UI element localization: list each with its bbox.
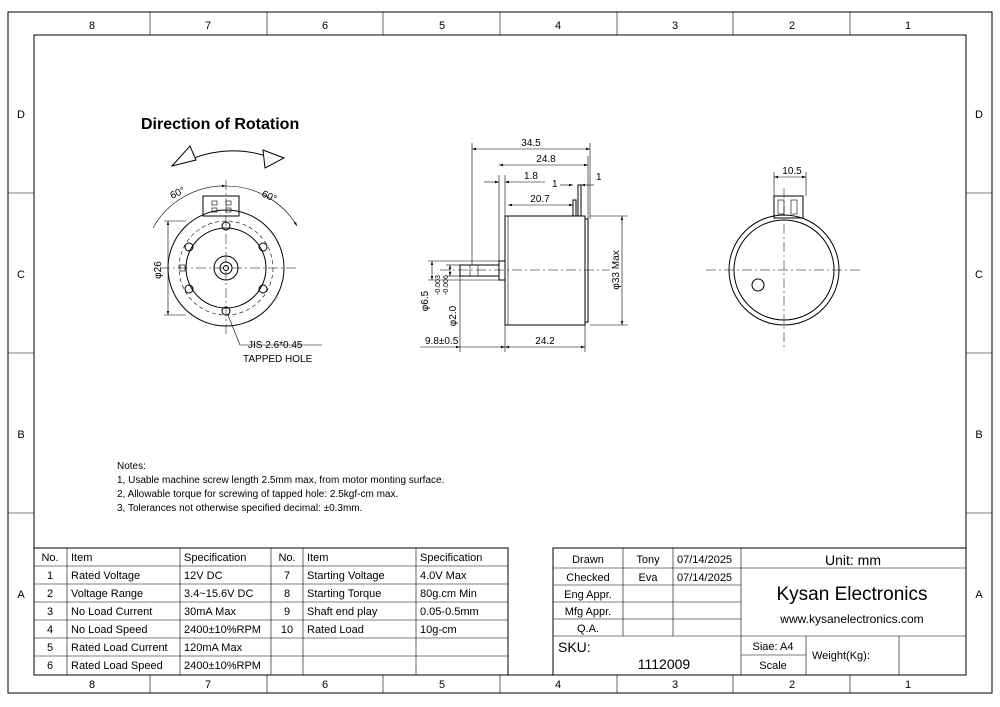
angle-right-label: 60° (259, 188, 279, 206)
spec-cell: No Load Speed (71, 624, 148, 636)
thread-spec-label2: TAPPED HOLE (243, 354, 313, 365)
spec-cell: 2400±10%RPM (184, 624, 261, 636)
dim-flange: 1.8 (524, 171, 538, 182)
zone-col: 5 (438, 679, 446, 691)
approval-label: Q.A. (576, 623, 600, 635)
rotation-arrow-left (172, 146, 196, 166)
dim-terminal-gap: 1 (552, 179, 558, 190)
notes (117, 461, 444, 514)
zone-row: B (975, 429, 983, 441)
size-label: Siae: A4 (752, 641, 794, 653)
rotation-title: Direction of Rotation (141, 116, 300, 133)
spec-header: Item (307, 552, 329, 564)
rotation-arrow-right (263, 150, 284, 168)
dim-terminal-width: 1 (596, 172, 602, 183)
approval-label: Checked (566, 572, 610, 584)
spec-cell: 80g.cm Min (420, 588, 477, 600)
approval-name: Tony (636, 554, 660, 566)
zone-col: 8 (88, 679, 96, 691)
motor-body (505, 216, 585, 325)
spec-cell: 6 (46, 660, 54, 672)
zone-row: C (17, 269, 25, 281)
note-line: 3, Tolerances not otherwise specified decimal: ±0.3mm. (117, 503, 363, 514)
spec-cell: Voltage Range (71, 588, 144, 600)
spec-header: No. (41, 552, 59, 564)
unit-label: Unit: mm (825, 552, 881, 568)
spec-cell: 2400±10%RPM (184, 660, 261, 672)
spec-header: No. (278, 552, 296, 564)
spec-cell: Rated Voltage (71, 570, 141, 582)
spec-cell: Rated Load Current (71, 642, 168, 654)
zone-row: C (975, 269, 983, 281)
weight-label: Weight(Kg): (812, 650, 870, 662)
zone-col: 3 (671, 20, 679, 32)
scale-label: Scale (759, 660, 787, 672)
zone-col: 2 (788, 679, 796, 691)
approval-date: 07/14/2025 (677, 554, 733, 566)
approval-name: Eva (638, 572, 658, 584)
dim-body-length: 24.8 (536, 154, 556, 165)
spec-cell: 10 (280, 624, 294, 636)
spec-header: Item (71, 552, 93, 564)
zone-col: 1 (904, 20, 912, 32)
spec-table (34, 548, 508, 675)
company-website: www.kysanelectronics.com (780, 612, 924, 626)
spec-cell: 8 (283, 588, 291, 600)
angle-left-label: 60° (168, 185, 187, 202)
dim-inner-length: 20.7 (530, 194, 550, 205)
approval-label: Mfg Appr. (564, 606, 612, 618)
spec-header: Specification (184, 552, 247, 564)
shaft (460, 265, 499, 276)
spec-cell: 3.4~15.6V DC (184, 588, 254, 600)
zone-col: 5 (438, 20, 446, 32)
approval-label: Drawn (572, 554, 604, 566)
dim-overall-length: 34.5 (521, 138, 541, 149)
dim-shaft-boss: φ6.5 (420, 290, 431, 312)
tol-lower: -0.006 (443, 275, 450, 295)
dim-shaft-length: 9.8±0.5 (425, 336, 459, 347)
zone-col: 2 (788, 20, 796, 32)
note-line: 1, Usable machine screw length 2.5mm max, from motor monting surface. (117, 475, 445, 486)
rear-view (706, 166, 862, 348)
sku-label: SKU: (558, 639, 591, 655)
spec-cell: 12V DC (184, 570, 223, 582)
front-view (141, 116, 322, 365)
zone-col: 6 (321, 679, 329, 691)
zone-col: 3 (671, 679, 679, 691)
spec-cell: 10g-cm (420, 624, 457, 636)
spec-header: Specification (420, 552, 483, 564)
spec-cell: 30mA Max (184, 606, 236, 618)
zone-col: 1 (904, 679, 912, 691)
spec-cell: 7 (283, 570, 291, 582)
spec-cell: 1 (46, 570, 54, 582)
thread-spec-label: JIS 2.6*0.45 (248, 340, 303, 351)
spec-cell: 120mA Max (184, 642, 243, 654)
zone-col: 6 (321, 20, 329, 32)
dim-body-diameter: φ33 Max (611, 250, 622, 290)
dim-terminal-width: 10.5 (782, 166, 802, 177)
spec-cell: 5 (46, 642, 54, 654)
zone-col: 7 (204, 20, 212, 32)
spec-cell: Rated Load Speed (71, 660, 163, 672)
front-diameter-dim: φ26 (153, 261, 164, 279)
zone-row: A (17, 589, 25, 601)
spec-cell: Shaft end play (307, 606, 378, 618)
spec-cell: Rated Load (307, 624, 364, 636)
approval-date: 07/14/2025 (677, 572, 733, 584)
approval-label: Eng Appr. (564, 589, 612, 601)
spec-cell: No Load Current (71, 606, 153, 618)
zone-col: 4 (554, 679, 562, 691)
title-block (553, 548, 966, 675)
zone-row: D (17, 109, 25, 121)
spec-cell: Starting Voltage (307, 570, 385, 582)
rotation-arc (185, 151, 272, 162)
tol-upper: -0.003 (435, 275, 442, 295)
note-line: 2, Allowable torque for screwing of tapped hole: 2.5kgf-cm max. (117, 489, 399, 500)
spec-cell: 9 (283, 606, 291, 618)
spec-cell: 0.05-0.5mm (420, 606, 479, 618)
zone-row: A (975, 589, 983, 601)
spec-cell: 3 (46, 606, 54, 618)
spec-cell: 4 (46, 624, 54, 636)
dim-body-length2: 24.2 (535, 336, 555, 347)
spec-cell: 4.0V Max (420, 570, 467, 582)
zone-col: 4 (554, 20, 562, 32)
zone-col: 7 (204, 679, 212, 691)
spec-cell: Starting Torque (307, 588, 382, 600)
zone-row: D (975, 109, 983, 121)
side-view (420, 138, 628, 352)
sku-value: 1112009 (637, 656, 691, 672)
company-name: Kysan Electronics (776, 584, 928, 605)
zone-col: 8 (88, 20, 96, 32)
spec-cell: 2 (46, 588, 54, 600)
zone-row: B (17, 429, 25, 441)
dim-shaft-diameter: φ2.0 (448, 305, 459, 327)
notes-heading: Notes: (117, 461, 146, 472)
